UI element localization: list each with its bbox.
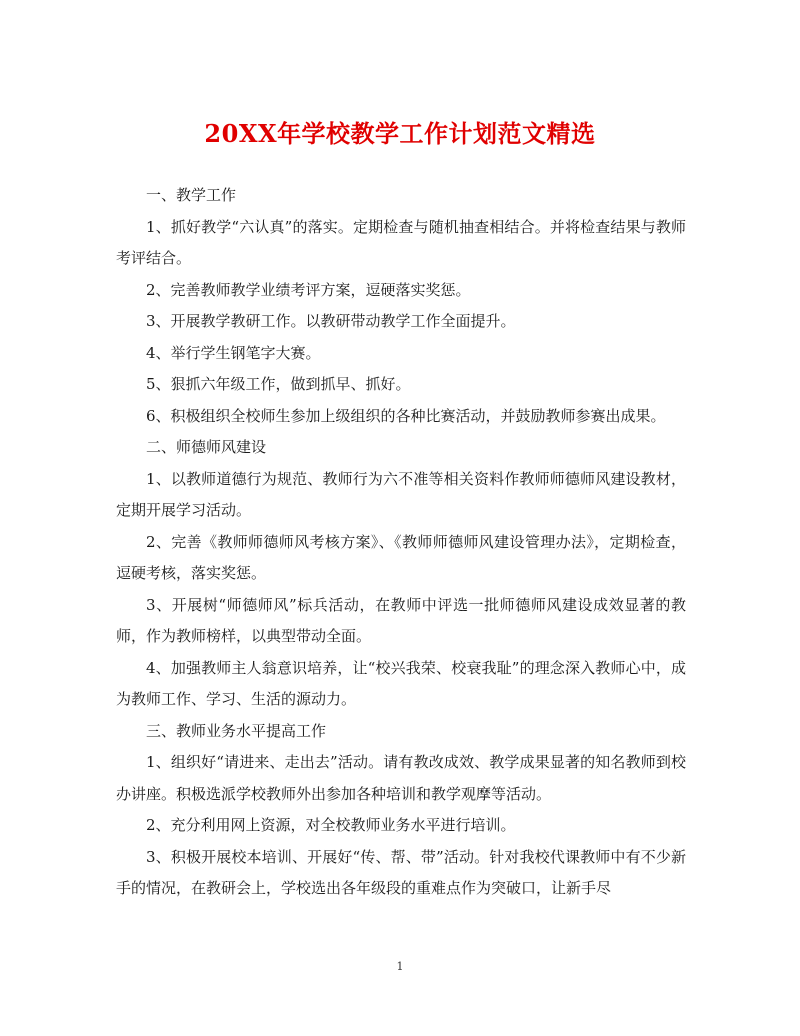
paragraph: 3、开展树“师德师风”标兵活动，在教师中评选一批师德师风建设成效显著的教师，作为教师榜样，以典型带动全面。 [116, 595, 686, 645]
paragraph: 1、以教师道德行为规范、教师行为六不准等相关资料作教师师德师风建设教材，定期开展学习活动。 [116, 469, 686, 519]
page-number: 1 [396, 960, 404, 973]
document-body [116, 180, 686, 905]
paragraph: 1、组织好“请进来、走出去”活动。请有教改成效、教学成果显著的知名教师到校办讲座。积极选派学校教师外出参加各种培训和教学观摩等活动。 [116, 753, 686, 803]
paragraph: 3、开展教学教研工作。以教研带动教学工作全面提升。 [146, 312, 516, 330]
section-heading-skills: 三、教师业务水平提高工作 [146, 721, 327, 740]
paragraph: 2、完善《教师师德师风考核方案》、《教师师德师风建设管理办法》，定期检查，逗硬考核，落实奖惩。 [116, 532, 686, 582]
paragraph: 2、完善教师教学业绩考评方案，逗硬落实奖惩。 [146, 280, 471, 299]
paragraph: 4、举行学生钢笔字大赛。 [146, 343, 321, 362]
paragraph: 4、加强教师主人翁意识培养，让“校兴我荣、校衰我耻”的理念深入教师心中，成为教师工作、学习、生活的源动力。 [116, 658, 686, 708]
paragraph: 5、狠抓六年级工作，做到抓早、抓好。 [146, 375, 411, 393]
document-title: 20XX年学校教学工作计划范文精选 [204, 119, 596, 148]
paragraph: 3、积极开展校本培训、开展好“传、帮、带”活动。针对我校代课教师中有不少新手的情况，在教研会上，学校选出各年级段的重难点作为突破口，让新手尽 [116, 847, 686, 897]
paragraph: 6、积极组织全校师生参加上级组织的各种比赛活动，并鼓励教师参赛出成果。 [146, 406, 666, 425]
paragraph: 2、充分利用网上资源，对全校教师业务水平进行培训。 [146, 816, 516, 834]
section-heading-teaching: 一、教学工作 [146, 186, 237, 204]
section-heading-ethics: 二、师德师风建设 [146, 438, 267, 456]
paragraph: 1、抓好教学“六认真”的落实。定期检查与随机抽查相结合。并将检查结果与教师考评结合。 [116, 217, 686, 267]
